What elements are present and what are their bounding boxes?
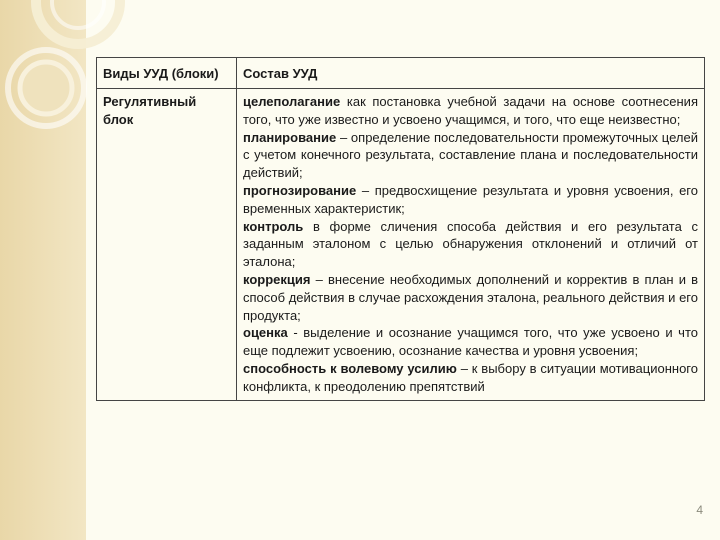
page-number: 4 xyxy=(696,503,703,517)
col-header-uud-types: Виды УУД (блоки) xyxy=(97,58,237,89)
uud-item xyxy=(243,93,698,129)
block-name-cell: Регулятивный блок xyxy=(97,89,237,401)
uud-text: – определение последовательности промежуточных целей с учетом конечного результата, составление плана и последовательности действий; xyxy=(243,129,698,181)
uud-item xyxy=(243,182,698,218)
uud-item xyxy=(243,324,698,360)
uud-item xyxy=(243,129,698,182)
uud-text: – предвосхищение результата и уровня усвоения, его временных характеристик; xyxy=(243,182,698,216)
uud-text: как постановка учебной задачи на основе соотнесения того, что уже известно и усвоено учащимся, и того, что еще неизвестно; xyxy=(243,94,698,127)
uud-term: планирование xyxy=(243,129,337,145)
uud-term: контроль xyxy=(243,218,304,234)
uud-term: прогнозирование xyxy=(243,182,357,198)
uud-item xyxy=(243,360,698,396)
uud-item xyxy=(243,218,698,271)
uud-text: – внесение необходимых дополнений и корректив в план и в способ действия в случае расхождения эталона, реального действия и его продукта; xyxy=(243,271,699,323)
composition-cell xyxy=(237,89,705,401)
uud-item xyxy=(243,271,698,324)
table-row xyxy=(97,89,705,401)
uud-text: в форме сличения способа действия и его результата с заданным эталоном с целью обнаружения отклонений и отличий от эталона; xyxy=(243,218,698,270)
decorative-side-band xyxy=(0,0,86,540)
uud-term: коррекция xyxy=(243,271,311,287)
uud-text: - выделение и осознание учащимся того, что уже усвоено и что еще подлежит усвоению, осознание качества и уровня усвоения; xyxy=(243,325,698,359)
uud-table xyxy=(96,57,705,401)
col-header-uud-composition: Состав УУД xyxy=(237,58,705,89)
table-header-row xyxy=(97,58,705,89)
uud-term: целеполагание xyxy=(243,94,341,109)
uud-term: оценка xyxy=(243,325,288,341)
uud-text: – к выбору в ситуации мотивационного конфликта, к преодолению препятствий xyxy=(243,360,698,394)
uud-term: способность к волевому усилию xyxy=(243,360,457,376)
